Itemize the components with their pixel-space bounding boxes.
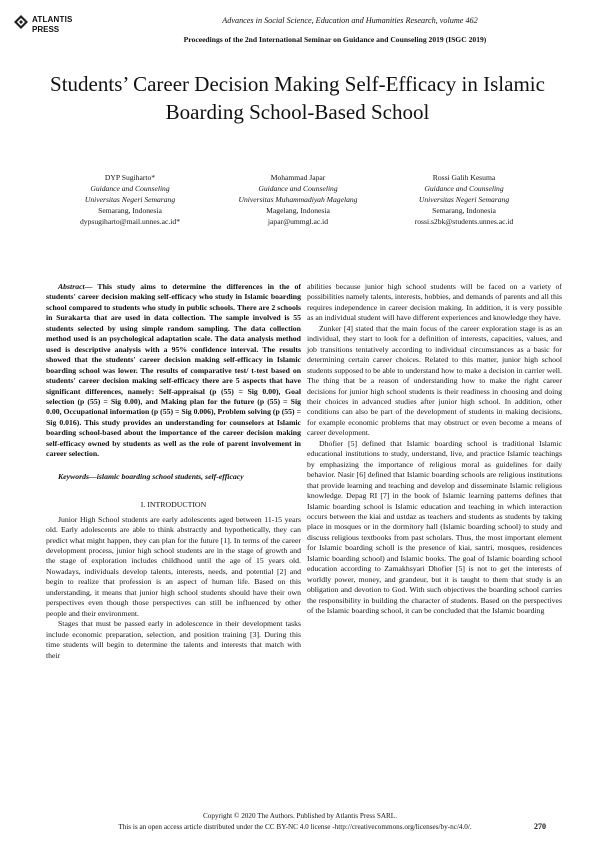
abstract — [46, 282, 301, 460]
right-column — [307, 282, 562, 617]
author-name: Mohammad Japar — [270, 173, 326, 182]
abstract-label: Abstract— — [58, 282, 93, 291]
abstract-text: This study aims to determine the differences in the of students' career decision making self-efficacy who study in Islamic boarding school compared to students who study in public schools. There are 2 schools in Surakarta that are used in data collection. The sample involved is 55 students selected by using simple random sampling. The data collection method used is an psychological adaptation scale. The data analysis method used is descriptive analysis with a 95% confidence interval. The results showed that the students' career decision making self-efficacy in Islamic boarding school was lower. The results of comparative test/ t-test based on students' career decision making self-efficacy there are 5 aspects that have significant differences, namely: Self-appraisal (p (55) = Sig 0.00), Goal selection (p (55) = Sig 0.00), and Making plan for the future (p (55) = Sig 0.00, Occupational information (p (55) = Sig 0.006), Problem solving (p (55) = Sig 0.016). This study provides an understanding for counselors at Islamic boarding school-based about the importance of the career decision making self-efficacy owned by students as well as the role of parent involvement in career selection. — [46, 282, 301, 459]
paragraph: Stages that must be passed early in adolescence in their development tasks include economic preparation, selection, and position training [3]. During this time students will begin to determine the talents and interests that match with their — [46, 619, 301, 660]
author-city: Semarang, Indonesia — [98, 206, 162, 215]
section-heading: I. INTRODUCTION — [140, 500, 207, 510]
author-block-3 — [374, 172, 554, 227]
author-university: Universitas Negeri Semarang — [84, 195, 176, 204]
footer-license: This is an open access article distributed under the CC BY-NC 4.0 license -http://creativecommons.org/licenses/by-nc/4.0/. — [118, 823, 472, 831]
author-email: rossi.s2bk@students.unnes.ac.id — [414, 217, 514, 226]
author-department: Guidance and Counseling — [424, 184, 504, 193]
paragraph: Junior High School students are early adolescents aged between 11-15 years old. Early adolescents are able to think abstractly and hypothetically, they can predict what might happen, they can plan for the future [1]. In terms of the career development process, junior high school students are in the stage of growth and the stage of exploration includes childhood until the age of 15 years old. Nowadays, individuals develop talents, interests, needs, and potential [2] and begin to realize that profession is an aspect of human life. Based on this understanding, it means that junior high school students should have their own perspectives even though those perspectives can still be influenced by other people and their environment. — [46, 514, 301, 618]
author-block-1 — [40, 172, 220, 227]
author-name: Rossi Galih Kesuma — [432, 173, 496, 182]
left-column — [46, 282, 301, 661]
author-block-2 — [208, 172, 388, 227]
paper-title: Students’ Career Decision Making Self-Efficacy in Islamic Boarding School-Based School — [50, 72, 545, 124]
paragraph: Zunker [4] stated that the main focus of the career exploration stage is as an individual, they start to look for a definition of interests, capacities, values, and job transitions tentatively according to individual circumstances as a basic for determining certain career choices. Related to this matter, junior high school students supposed to be able to understand how to make a decision in carrier well. The thing that be a reason of understanding how to make the right career decisions for junior high school students is their readiness in choosing and doing their choices in advanced studies after junior high school. In addition, other conditions can also be part of the development of students in making decisions, for example economic problems that may obstruct or even become a means of career development. — [307, 323, 562, 438]
publisher-logo — [14, 13, 94, 43]
footer-copyright: Copyright © 2020 The Authors. Published by Atlantis Press SARL. — [202, 812, 397, 820]
author-university: Universitas Negeri Semarang — [418, 195, 510, 204]
author-city: Magelang, Indonesia — [266, 206, 330, 215]
atlantis-logo-icon — [14, 15, 28, 29]
keywords: Keywords—islamic boarding school students, self-efficacy — [58, 471, 244, 481]
author-city: Semarang, Indonesia — [432, 206, 496, 215]
author-department: Guidance and Counseling — [258, 184, 338, 193]
author-email: japar@ummgl.ac.id — [267, 217, 329, 226]
logo-text-line2: PRESS — [32, 25, 60, 34]
proceedings-header: Proceedings of the 2nd International Seminar on Guidance and Counseling 2019 (ISGC 2019) — [183, 35, 487, 44]
author-name: DYP Sugiharto* — [104, 173, 156, 182]
paragraph: Dhofier [5] defined that Islamic boarding school is traditional Islamic educational institutions to study, understand, live, and practice Islamic teachings by emphasizing the importance of religious moral as guidelines for daily behavior. Nasir [6] defined that Islamic boarding schools are religious institutions that provide learning and teaching and develop and disseminate Islamic religious knowledge. Depag RI [7] in the book of Islamic learning patterns defines that Islamic boarding school is Islamic education and teaching in which interaction occurs between the kiai and ustdaz as teachers and students as students by taking place in mosques or in the dormitory hall (Islamic boarding school) to study and discuss religious textbooks from past scholars. Thus, the most important element for Islamic boarding scholl is the presence of kiai, santri, mosques, residences Islamic boarding school) and Islamic books. The goal of Islamic boarding school education according to Zamakhsyari Dhofier [5] is not to get the interests of worldly power, money, and grandeur, but it is taught to them that study is an obligation and devotion to God. With such objectives the boarding school carries the responsibility in building the character of students. Based on the perspectives of the Islamic boarding school, it can be concluded that the Islamic boarding — [307, 438, 562, 616]
author-email: dypsugiharto@mail.unnes.ac.id* — [80, 217, 180, 226]
journal-header: Advances in Social Science, Education and Humanities Research, volume 462 — [222, 16, 478, 25]
logo-text-line1: ATLANTIS — [32, 15, 73, 24]
paragraph: abilities because junior high school students will be faced on a variety of possibilities namely talents, interests, hobbies, and demands of parents and all this requires independence in career decision making. In addition, it is very possible as an individual student will have different experiences and knowledge they have. — [307, 282, 562, 323]
author-department: Guidance and Counseling — [90, 184, 170, 193]
page-number: 270 — [534, 822, 546, 831]
author-university: Universitas Muhammadiyah Magelang — [238, 195, 358, 204]
